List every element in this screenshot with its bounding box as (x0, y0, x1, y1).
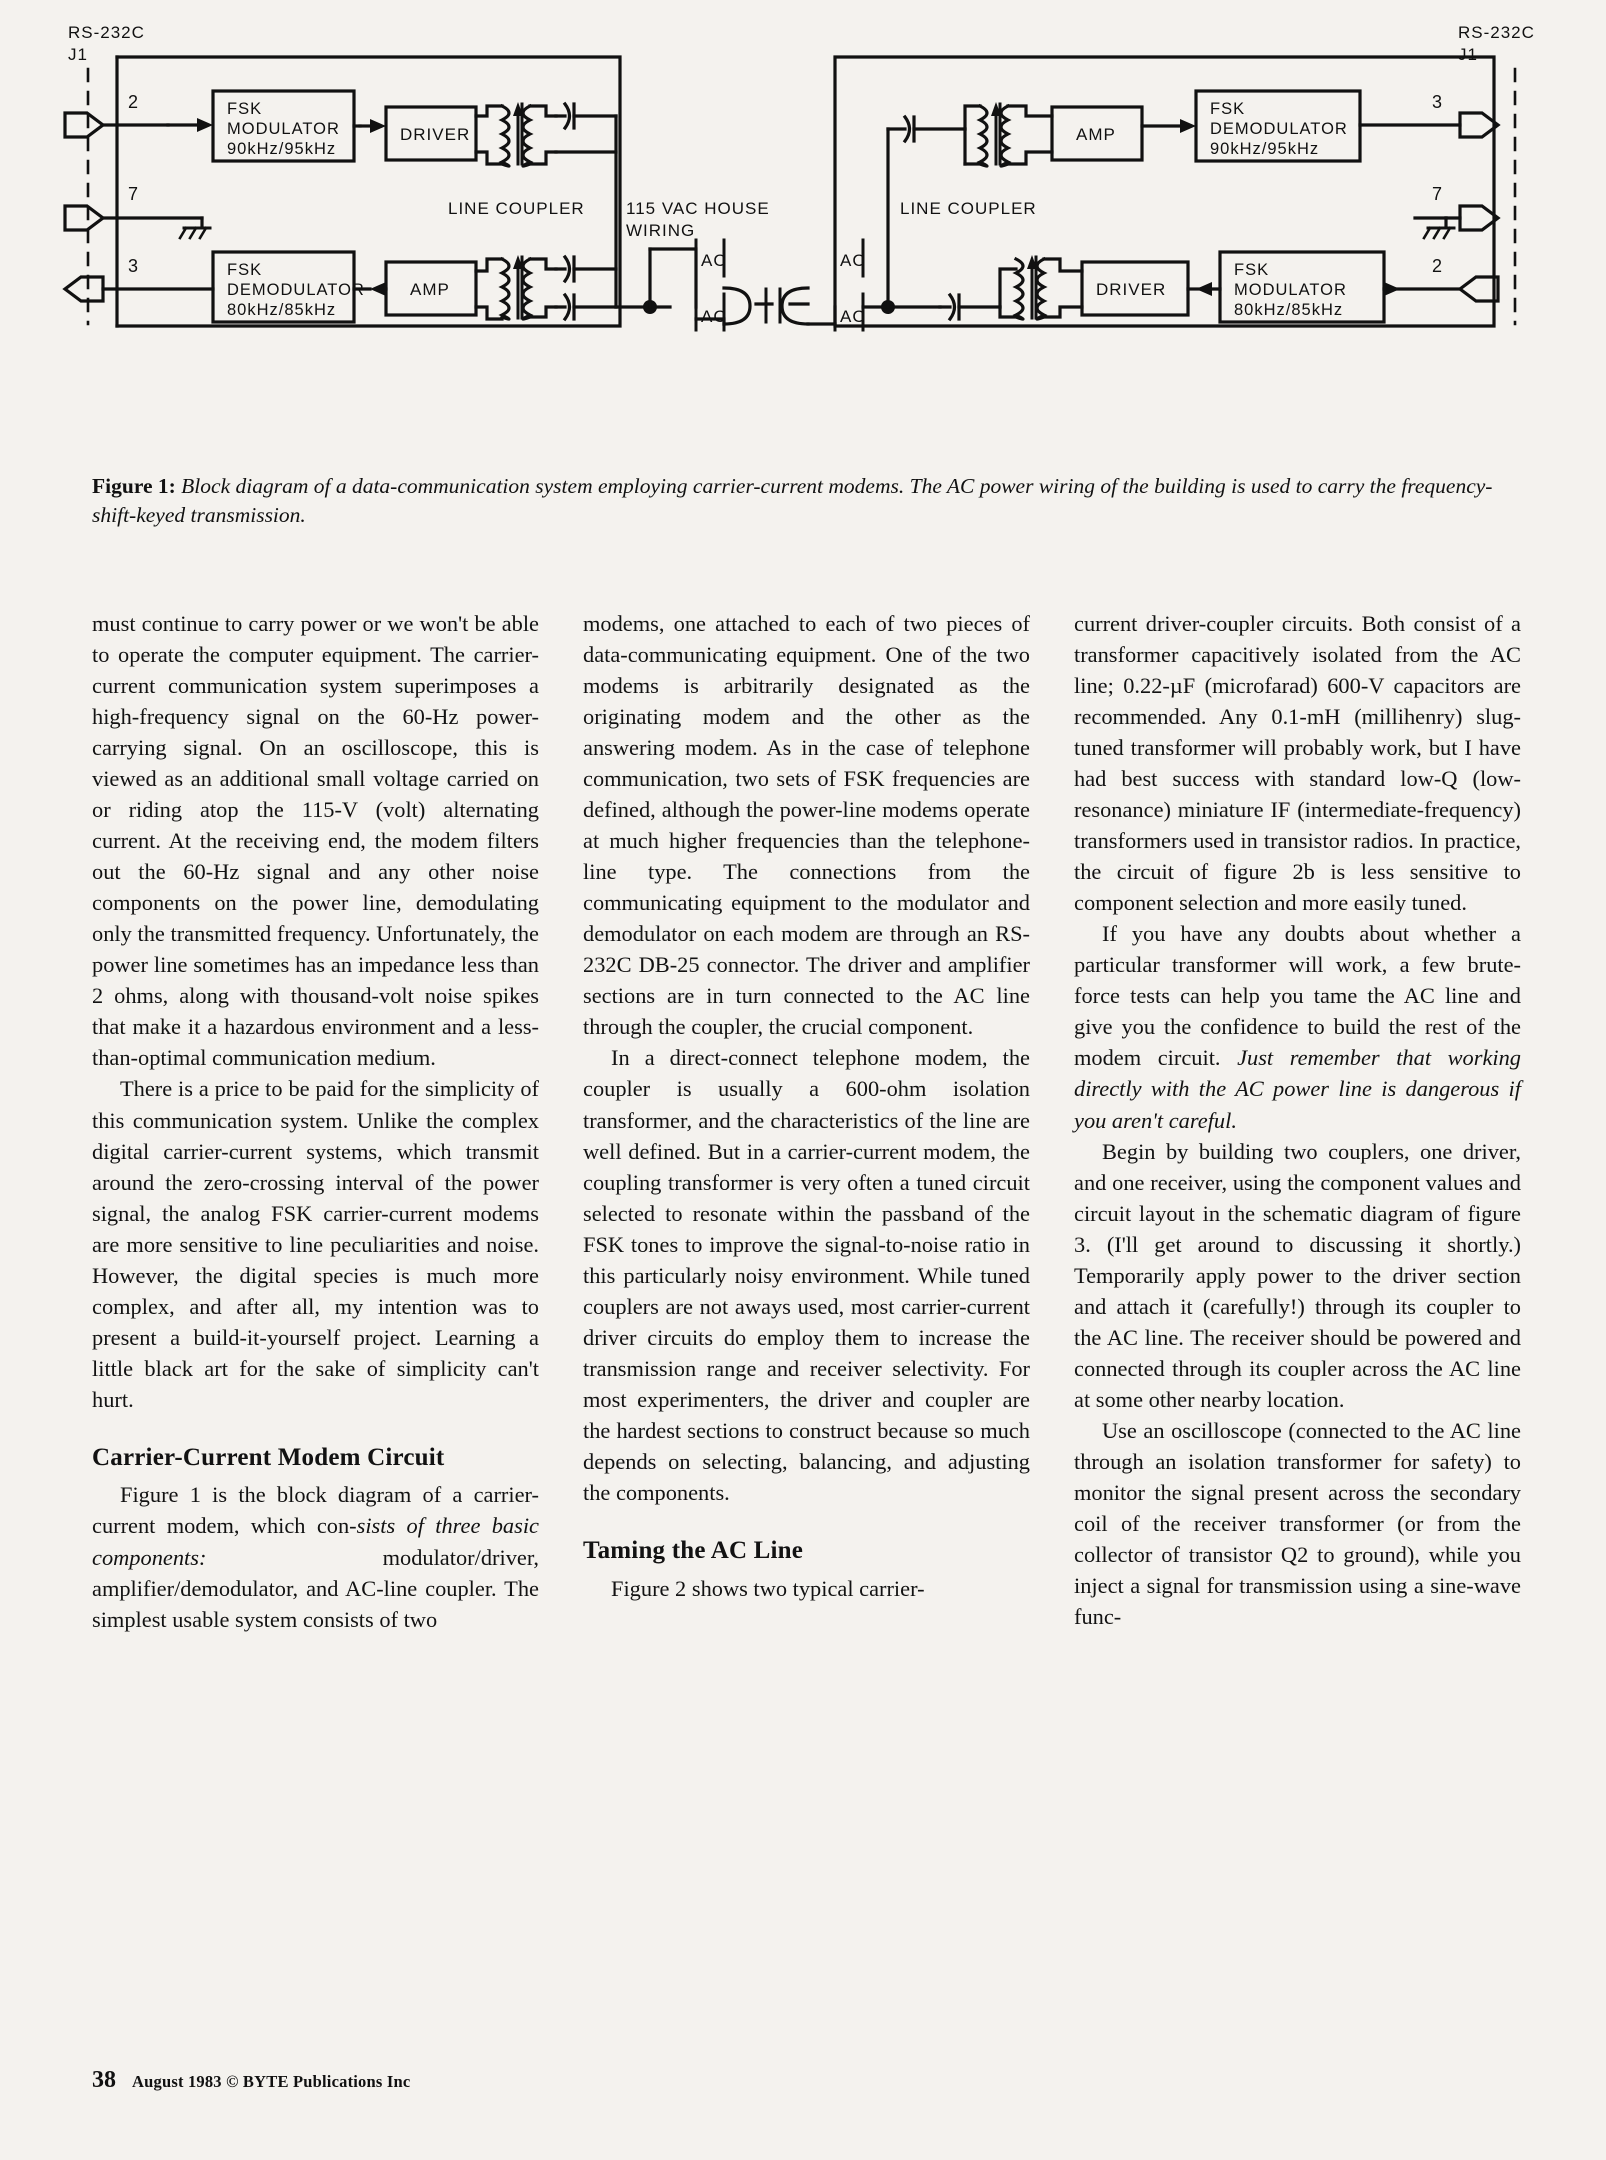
paragraph: must continue to carry power or we won't be able to operate the computer equipment. The carrier-current communication system superimposes a high-frequency signal on the 60-Hz power-carrying signal. On an oscilloscope, this is viewed as an additional small voltage carried on or riding atop the 115-V (volt) alternating current. At the receiving end, the modem filters out the 60-Hz signal and any other noise components on the power line, demodulating only the transmitted frequency. Unfortunately, the power line sometimes has an impedance less than 2 ohms, along with thousand-volt noise spikes that make it a hazardous environment and a less-than-optimal communication medium. (92, 611, 539, 1071)
connector-right-label-line1: RS-232C (1458, 24, 1535, 42)
block-fsk-demodulator-left-line2: DEMODULATOR (227, 281, 365, 299)
paragraph-part: If you have any doubts about whether a particular transformer will work, a few brute-force tests can help you tame the AC line and give you the confidence to build the rest of the modem circuit. (1074, 921, 1521, 1071)
connector-left-label-line2: J1 (68, 45, 88, 64)
section-heading-taming-the-ac-line: Taming the AC Line (583, 1536, 804, 1564)
block-fsk-demodulator-right-line1: FSK (1210, 100, 1246, 118)
paragraph (92, 1479, 539, 1634)
block-fsk-demodulator-left-line3: 80kHz/85kHz (227, 301, 337, 319)
block-fsk-demodulator-left-line1: FSK (227, 261, 263, 279)
paragraph-emphasis: Just remember that working directly with the AC power line is dangerous if you aren't careful. (1074, 1045, 1521, 1133)
block-fsk-modulator-right-line3: 80kHz/85kHz (1234, 301, 1344, 319)
paragraph: Figure 2 shows two typical carrier- (611, 1575, 925, 1601)
block-driver-left: DRIVER (400, 125, 471, 144)
label-house-wiring-line1: 115 VAC HOUSE (626, 199, 770, 218)
paragraph-emphasis: sists of three basic components: (92, 1513, 539, 1570)
block-diagram-svg (60, 24, 1550, 334)
figure-caption-text: Block diagram of a data-communication system employing carrier-current modems. The AC power wiring of the building is used to carry the frequency-shift-keyed transmission. (92, 474, 1493, 528)
paragraph (1074, 918, 1521, 1135)
page-footer (92, 2067, 410, 2094)
pin-left-2: 2 (128, 92, 140, 112)
paragraph: There is a price to be paid for the simplicity of this communication system. Unlike the complex digital carrier-current systems, which transmit around the zero-crossing interval of the power signal, the analog FSK carrier-current modems are more sensitive to line peculiarities and noise. However, the digital species is much more complex, and after all, my intention was to present a build-it-yourself project. Learning a little black art for the sake of simplicity can't hurt. (92, 1076, 539, 1412)
figure-caption (92, 472, 1512, 530)
block-fsk-demodulator-right-line2: DEMODULATOR (1210, 120, 1348, 138)
section-heading-carrier-current-modem-circuit: Carrier-Current Modem Circuit (92, 1443, 445, 1471)
column-3 (1074, 608, 1521, 2038)
column-2 (583, 608, 1030, 2038)
label-ac-left-top: AC (701, 251, 727, 270)
page-number: 38 (92, 2067, 116, 2093)
block-amp-left: AMP (410, 280, 450, 299)
paragraph: current driver-coupler circuits. Both consist of a transformer capacitively isolated from the AC line; 0.22-µF (microfarad) 600-V capacitors are recommended. Any 0.1-mH (millihenry) slug-tuned transformer will probably work, but I have had best success with standard low-Q (low-resonance) miniature IF (intermediate-frequency) transformers used in transistor radios. In practice, the circuit of figure 2b is less sensitive to component selection and more easily tuned. (1074, 611, 1521, 916)
paragraph: In a direct-connect telephone modem, the coupler is usually a 600-ohm isolation transformer, and the characteristics of the line are well defined. But in a carrier-current modem, the coupling transformer is very often a tuned circuit selected to resonate within the passband of the FSK tones to improve the signal-to-noise ratio in this particularly noisy environment. While tuned couplers are not aways used, most carrier-current driver circuits do employ them to increase the transmission range and receiver selectivity. For most experimenters, the driver and coupler are the hardest sections to construct because so much depends on selecting, balancing, and adjusting the components. (583, 1045, 1030, 1505)
block-fsk-modulator-left-line3: 90kHz/95kHz (227, 140, 337, 158)
block-fsk-modulator-right-line2: MODULATOR (1234, 281, 1347, 299)
footer-imprint: August 1983 © BYTE Publications Inc (132, 2072, 411, 2091)
paragraph-part: Figure 1 is the block diagram of a carrier-current modem, which con- (92, 1482, 539, 1539)
block-fsk-demodulator-right-line3: 90kHz/95kHz (1210, 140, 1320, 158)
label-ac-right-bottom: AC (840, 307, 866, 326)
paragraph: Begin by building two couplers, one driver, and one receiver, using the component values and circuit layout in the schematic diagram of figure 3. (I'll get around to discussing it shortly.) Temporarily apply power to the driver section and attach it (carefully!) through its coupler to the AC line. The receiver should be powered and connected through its coupler across the AC line at some other nearby location. (1074, 1138, 1521, 1412)
block-amp-right: AMP (1076, 125, 1116, 144)
figure-caption-label: Figure 1: (92, 474, 176, 498)
block-fsk-modulator-right-line1: FSK (1234, 261, 1270, 279)
pin-left-3: 3 (128, 256, 140, 276)
block-driver-right: DRIVER (1096, 280, 1167, 299)
pin-right-7: 7 (1432, 184, 1444, 204)
connector-right-label-line2: J1 (1458, 45, 1478, 64)
label-ac-left-bottom: AC (701, 307, 727, 326)
pin-left-7: 7 (128, 184, 140, 204)
label-line-coupler-left: LINE COUPLER (448, 199, 585, 218)
block-fsk-modulator-left-line1: FSK (227, 100, 263, 118)
paragraph: modems, one attached to each of two pieces of data-communicating equipment. One of the two modems is arbitrarily designated as the originating modem and the other as the answering modem. As in the case of telephone communication, two sets of FSK frequencies are defined, although the power-line modems operate at much higher frequencies than the telephone-line type. The connections from the communicating equipment to the modulator and demodulator on each modem are through an RS-232C DB-25 connector. The driver and amplifier sections are in turn connected to the AC line through the coupler, the crucial component. (583, 611, 1030, 1040)
paragraph: Use an oscilloscope (connected to the AC line through an isolation transformer for safety) to monitor the signal present across the secondary coil of the receiver transformer (or from the collector of transistor Q2 to ground), while you inject a signal for transmission using a sine-wave func- (1074, 1417, 1521, 1629)
block-fsk-modulator-left-line2: MODULATOR (227, 120, 340, 138)
label-house-wiring-line2: WIRING (626, 221, 696, 240)
paragraph-part: modulator/driver, amplifier/demodulator, and AC-line coupler. The simplest usable system consists of two (92, 1544, 539, 1632)
figure-1-block-diagram (60, 24, 1550, 334)
pin-right-2: 2 (1432, 256, 1444, 276)
label-line-coupler-right: LINE COUPLER (900, 199, 1037, 218)
column-1 (92, 608, 539, 2038)
connector-left-label-line1: RS-232C (68, 24, 145, 42)
label-ac-right-top: AC (840, 251, 866, 270)
article-body (92, 608, 1522, 2038)
pin-right-3: 3 (1432, 92, 1444, 112)
